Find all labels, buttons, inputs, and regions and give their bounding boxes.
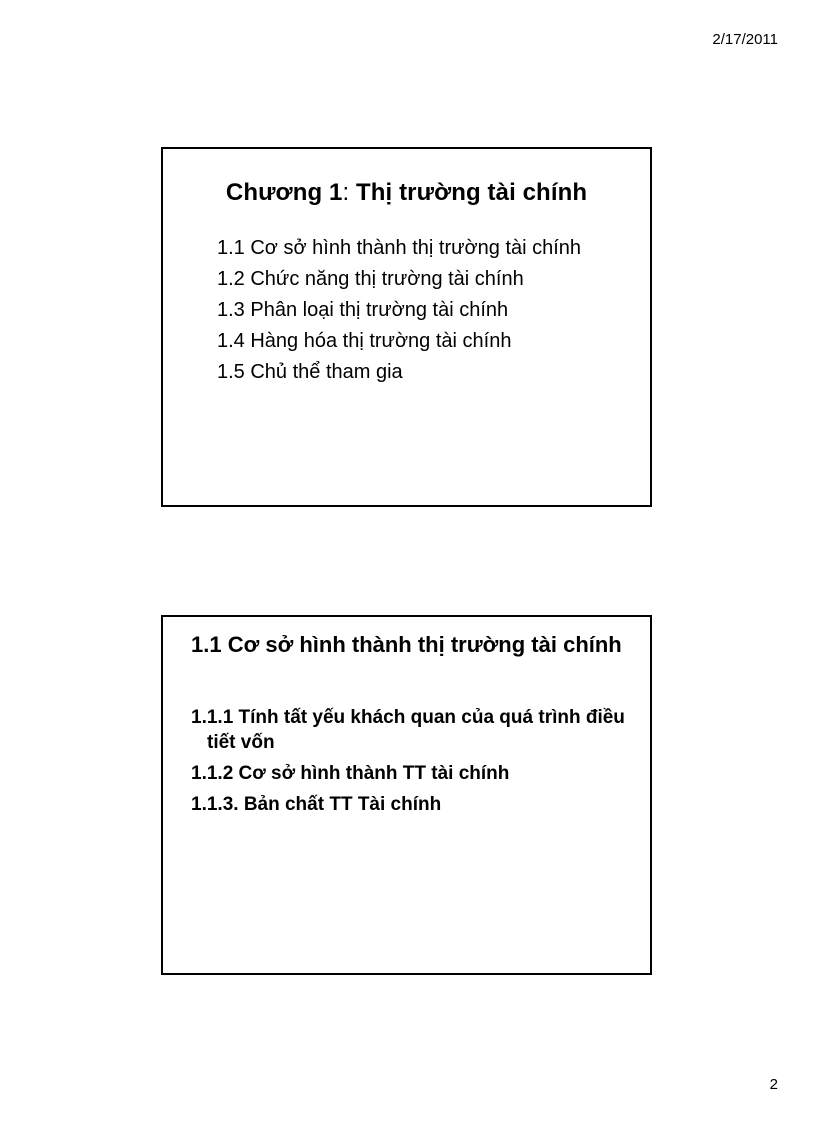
slide-2-item: 1.1.3. Bản chất TT Tài chính — [191, 794, 442, 815]
slide-2-list — [191, 705, 631, 823]
slide-2-item: 1.1.2 Cơ sở hình thành TT tài chính — [191, 763, 510, 784]
slide-1-title-colon: : — [342, 179, 350, 206]
slide-1-item: 1.4 Hàng hóa thị trường tài chính — [217, 330, 512, 352]
slide-1-list — [217, 233, 581, 388]
slide-1-item: 1.1 Cơ sở hình thành thị trường tài chính — [217, 237, 582, 259]
slide-1-item: 1.2 Chức năng thị trường tài chính — [217, 268, 524, 290]
slide-1 — [161, 147, 652, 507]
slide-2 — [161, 615, 652, 975]
slide-2-item: 1.1.1 Tính tất yếu khách quan của quá trình điều tiết vốn — [191, 707, 625, 753]
page-number: 2 — [769, 1076, 778, 1093]
slide-1-title — [163, 179, 650, 207]
slide-2-title: 1.1 Cơ sở hình thành thị trường tài chính — [191, 632, 622, 657]
slide-1-title-main: Chương 1 — [225, 179, 343, 206]
slide-1-title-rest: Thị trường tài chính — [349, 179, 588, 206]
page-date: 2/17/2011 — [712, 31, 778, 48]
slide-1-item: 1.3 Phân loại thị trường tài chính — [217, 299, 509, 321]
slide-1-item: 1.5 Chủ thể tham gia — [217, 361, 403, 383]
